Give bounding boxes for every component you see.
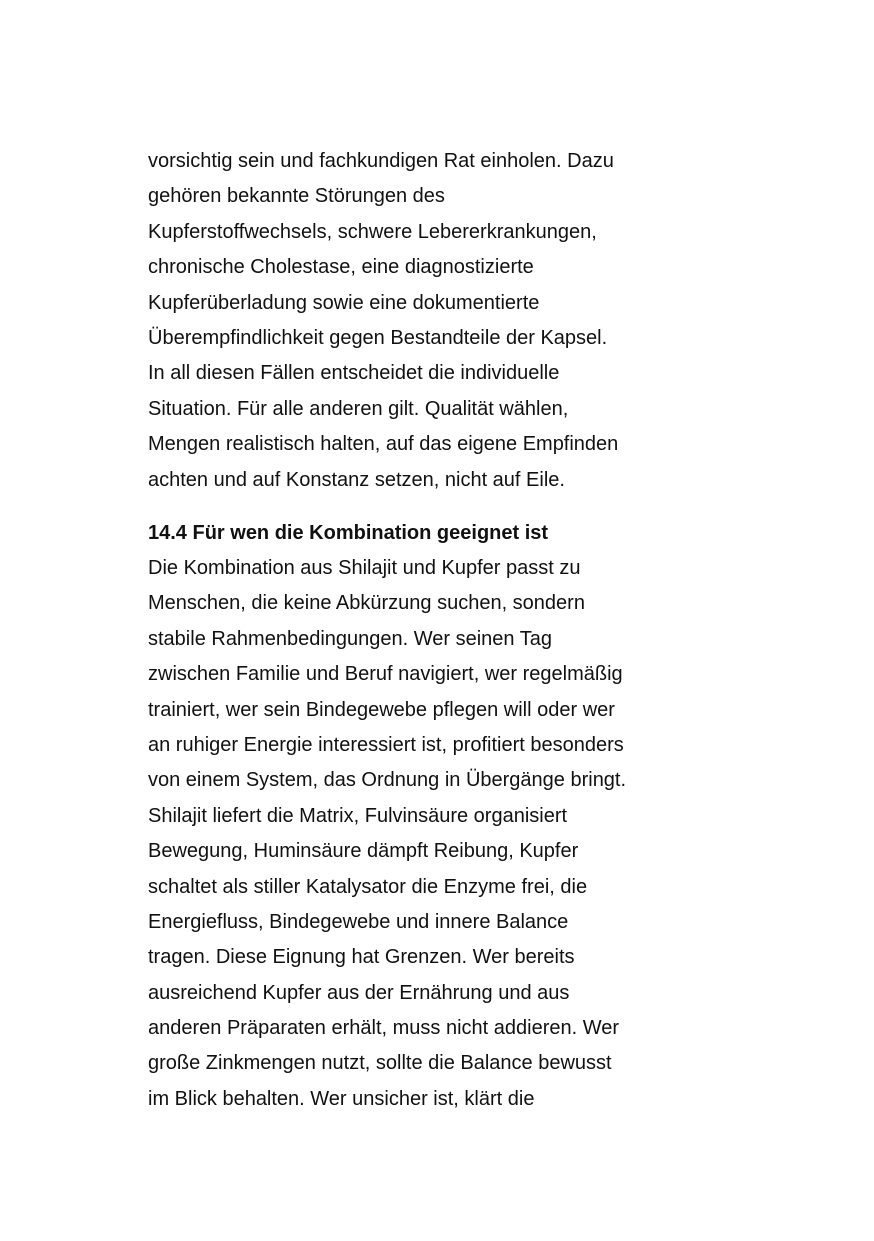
text-line: zwischen Familie und Beruf navigiert, wer regelmäßig <box>148 663 623 686</box>
text-line: im Blick behalten. Wer unsicher ist, klärt die <box>148 1087 535 1110</box>
text-line: große Zinkmengen nutzt, sollte die Balance bewusst <box>148 1052 612 1075</box>
text-line: Die Kombination aus Shilajit und Kupfer passt zu <box>148 557 581 579</box>
text-line: stabile Rahmenbedingungen. Wer seinen Tag <box>148 627 552 650</box>
text-line: Bewegung, Huminsäure dämpft Reibung, Kupfer <box>148 840 579 863</box>
text-line: achten und auf Konstanz setzen, nicht auf Eile. <box>148 468 565 491</box>
text-line: an ruhiger Energie interessiert ist, profitiert besonders <box>148 733 624 756</box>
text-line: anderen Präparaten erhält, muss nicht addieren. Wer <box>148 1017 620 1040</box>
text-line: von einem System, das Ordnung in Übergänge bringt. <box>148 769 627 792</box>
text-line: schaltet als stiller Katalysator die Enzyme frei, die <box>148 875 588 898</box>
text-line: Kupferüberladung sowie eine dokumentierte <box>148 291 540 314</box>
text-line: Kupferstoffwechsels, schwere Lebererkrankungen, <box>148 220 597 243</box>
text-line: Shilajit liefert die Matrix, Fulvinsäure organisiert <box>148 804 568 827</box>
text-line: ausreichend Kupfer aus der Ernährung und aus <box>148 981 570 1004</box>
text-line: Situation. Für alle anderen gilt. Qualität wählen, <box>148 397 569 420</box>
text-line: tragen. Diese Eignung hat Grenzen. Wer bereits <box>148 946 575 969</box>
text-line: Überempfindlichkeit gegen Bestandteile der Kapsel. <box>148 326 608 349</box>
text-line: Energiefluss, Bindegewebe und innere Balance <box>148 910 569 933</box>
text-line: Mengen realistisch halten, auf das eigene Empfinden <box>148 433 619 456</box>
text-line: In all diesen Fällen entscheidet die individuelle <box>148 362 560 385</box>
section-heading: 14.4 Für wen die Kombination geeignet ist <box>148 522 549 544</box>
text-line: chronische Cholestase, eine diagnostizierte <box>148 256 534 279</box>
paragraph-suitability <box>148 551 748 1117</box>
text-line: trainiert, wer sein Bindegewebe pflegen will oder wer <box>148 698 615 721</box>
text-line: vorsichtig sein und fachkundigen Rat einholen. Dazu <box>148 150 614 172</box>
paragraph-precautions <box>148 144 748 498</box>
text-line: gehören bekannte Störungen des <box>148 185 445 208</box>
text-line: Menschen, die keine Abkürzung suchen, sondern <box>148 592 585 615</box>
